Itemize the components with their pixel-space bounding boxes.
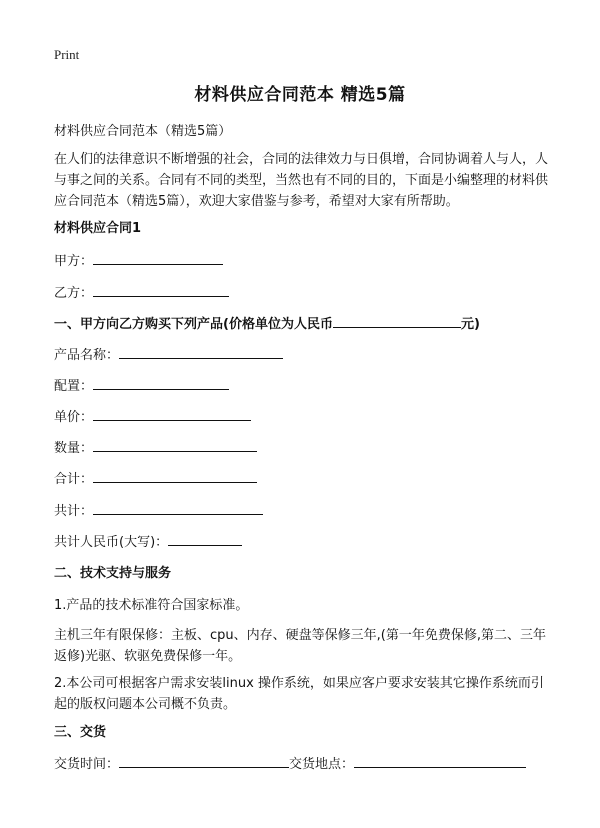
item2-paragraph: 2.本公司可根据客户需求安装linux 操作系统，如果应客户要求安装其它操作系统而引起的版权问题本公司概不负责。 [54, 676, 544, 712]
party-a-row [54, 250, 223, 269]
section1-row [54, 313, 480, 332]
quantity-row [54, 437, 257, 456]
section1-heading: 一、甲方向乙方购买下列产品(价格单位为人民币 [54, 317, 333, 332]
delivery-place-label: 交货地点： [289, 757, 355, 772]
product-name-label: 产品名称： [54, 348, 120, 363]
total-rmb-row [54, 531, 242, 550]
total-rmb-label: 共计人民币(大写)： [54, 535, 169, 550]
subtotal-row [54, 468, 257, 487]
party-b-row [54, 282, 229, 301]
page-title: 材料供应合同范本 精选5篇 [194, 85, 406, 105]
item1-text: 1.产品的技术标准符合国家标准。 [54, 598, 249, 613]
config-blank[interactable] [93, 376, 229, 390]
subtotal-label: 合计： [54, 472, 94, 487]
unit-price-row [54, 406, 251, 425]
subtotal-blank[interactable] [93, 469, 257, 483]
delivery-time-label: 交货时间： [54, 757, 120, 772]
product-name-blank[interactable] [119, 345, 283, 359]
intro-paragraph: 在人们的法律意识不断增强的社会，合同的法律效力与日俱增，合同协调着人与人，人与事之间的关系。合同有不同的类型，当然也有不同的目的，下面是小编整理的材料供应合同范本（精选5篇），欢迎大家借鉴与参考，希望对大家有所帮助。 [54, 152, 549, 209]
currency-blank[interactable] [333, 314, 461, 328]
product-name-row [54, 344, 283, 363]
party-a-blank[interactable] [93, 251, 223, 265]
quantity-label: 数量： [54, 441, 94, 456]
total-blank[interactable] [93, 501, 263, 515]
config-label: 配置： [54, 379, 94, 394]
contract-heading: 材料供应合同1 [54, 221, 142, 236]
party-b-label: 乙方： [54, 286, 94, 301]
print-link[interactable]: Print [54, 47, 80, 62]
section2-heading: 二、技术支持与服务 [54, 566, 172, 581]
delivery-place-blank[interactable] [354, 754, 526, 768]
quantity-blank[interactable] [93, 438, 257, 452]
unit-price-blank[interactable] [93, 407, 251, 421]
total-rmb-blank[interactable] [168, 532, 242, 546]
party-a-label: 甲方： [54, 254, 94, 269]
delivery-time-blank[interactable] [119, 754, 289, 768]
section3-heading: 三、交货 [54, 725, 107, 740]
delivery-row [54, 753, 526, 772]
warranty-paragraph: 主机三年有限保修：主板、cpu、内存、硬盘等保修三年,(第一年免费保修,第二、三年返修)光驱、软驱免费保修一年。 [54, 628, 546, 664]
unit-price-label: 单价： [54, 410, 94, 425]
config-row [54, 375, 229, 394]
total-row [54, 500, 263, 519]
subtitle: 材料供应合同范本（精选5篇） [54, 124, 232, 139]
party-b-blank[interactable] [93, 283, 229, 297]
total-label: 共计： [54, 504, 94, 519]
section1-suffix: 元) [460, 317, 480, 332]
